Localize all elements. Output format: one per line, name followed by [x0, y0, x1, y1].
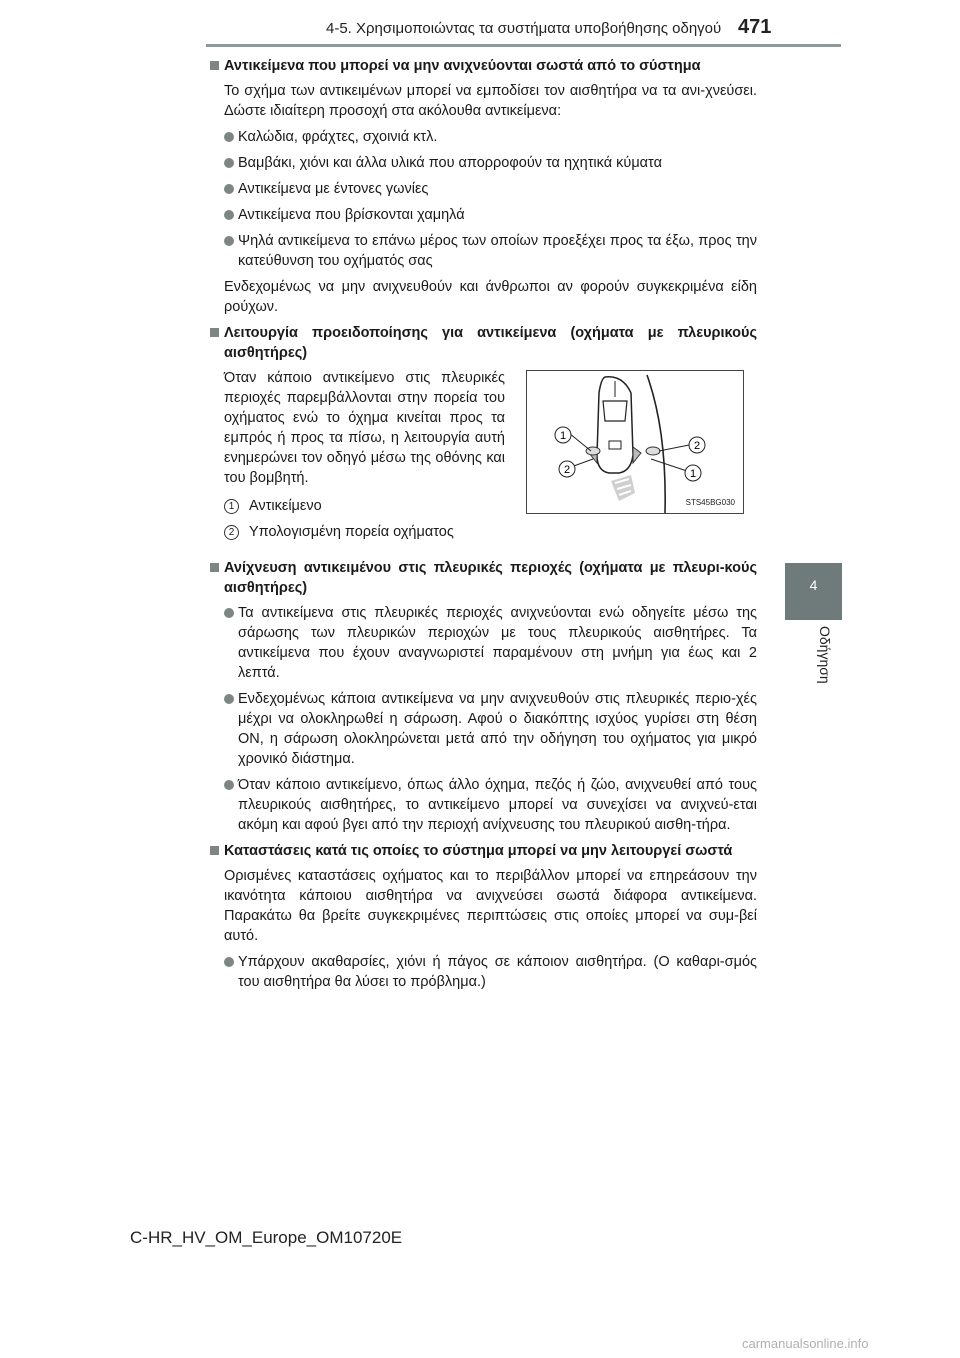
square-bullet-icon	[210, 328, 219, 337]
object-marker	[646, 447, 660, 455]
paragraph: Το σχήμα των αντικειμένων μπορεί να εμποδίσει τον αισθητήρα να τα ανι-χνεύσει. Δώστε ιδιαίτερη προσοχή στα ακόλουθα αντικείμενα:	[224, 83, 757, 119]
bullet-dot-icon	[224, 184, 234, 194]
section-heading	[210, 323, 757, 363]
list-item-text: Ψηλά αντικείμενα το επάνω μέρος των οποίων προεξέχει προς τα έξω, προς την κατεύθυνση του οχήματός σας	[238, 233, 757, 269]
heading-text: Αντικείμενα που μπορεί να μην ανιχνεύονται σωστά από το σύστημα	[224, 58, 701, 74]
list-item	[224, 127, 757, 147]
legend-item	[224, 496, 505, 516]
footer-doc-code: C-HR_HV_OM_Europe_OM10720E	[130, 1228, 403, 1247]
bullet-dot-icon	[224, 957, 234, 967]
list-item-text: Όταν κάποιο αντικείμενο, όπως άλλο όχημα, πεζός ή ζώο, ανιχνευθεί από τους πλευρικούς αισθητήρες, το αντικείμενο μπορεί να συνεχίσει να ανιχνεύ-εται ακόμη και αφού βγει από την περιοχή ανίχνευσης του πλευρικού αισθη-τήρα.	[238, 777, 757, 833]
bullet-dot-icon	[224, 210, 234, 220]
side-tab-label: Οδήγηση	[817, 626, 833, 684]
watermark: carmanualsonline.info	[742, 1336, 869, 1351]
leader-line	[651, 459, 687, 471]
bullet-dot-icon	[224, 694, 234, 704]
paragraph-text: Όταν κάποιο αντικείμενο στις πλευρικές περιοχές παρεμβάλλονται στην πορεία του οχήματος ενώ το όχημα κινείται προς τα εμπρός ή προς τα πίσω, η λειτουργία αυτή ενημερώνει τον οδηγό μέσω της οθόνης και του βομβητή.	[224, 370, 505, 486]
section-heading	[210, 558, 757, 598]
paragraph: Ορισμένες καταστάσεις οχήματος και το περιβάλλον μπορεί να επηρεάσουν την ικανότητα κάποιου αισθητήρα να ανιχνεύσει σωστά διάφορα αντικείμενα. Παρακάτω θα βρείτε συγκεκριμένες περιπτώσεις στις οποίες μπορεί να συμ-βεί αυτό.	[224, 868, 757, 944]
heading-text: Ανίχνευση αντικειμένου στις πλευρικές περιοχές (οχήματα με πλευρι-κούς αισθητήρες)	[224, 560, 757, 596]
square-bullet-icon	[210, 563, 219, 572]
list-item-text: Βαμβάκι, χιόνι και άλλα υλικά που απορροφούν τα ηχητικά κύματα	[238, 155, 662, 171]
side-sensor-right	[633, 447, 641, 463]
bullet-dot-icon	[224, 158, 234, 168]
paragraph	[224, 368, 505, 542]
callout-number: 1	[559, 430, 567, 442]
legend-item	[224, 522, 505, 542]
bullet-dot-icon	[224, 780, 234, 790]
list-item	[224, 153, 757, 173]
list-item	[224, 689, 757, 769]
callout-number: 1	[689, 468, 697, 480]
square-bullet-icon	[210, 846, 219, 855]
vehicle-diagram-svg	[527, 371, 743, 513]
side-tab-number: 4	[809, 577, 818, 593]
bullet-dot-icon	[224, 608, 234, 618]
callout-circle: 1	[224, 499, 239, 514]
warning-section	[210, 368, 757, 558]
section-heading	[210, 841, 757, 861]
paragraph: Ενδεχομένως να μην ανιχνευθούν και άνθρωποι αν φορούν συγκεκριμένα είδη ρούχων.	[224, 279, 757, 315]
bullet-dot-icon	[224, 132, 234, 142]
heading-text: Καταστάσεις κατά τις οποίες το σύστημα μπορεί να μην λειτουργεί σωστά	[224, 843, 733, 859]
callout-circle: 2	[224, 525, 239, 540]
list-item-text: Αντικείμενα που βρίσκονται χαμηλά	[238, 207, 465, 223]
square-bullet-icon	[210, 61, 219, 70]
list-item-text: Αντικείμενα με έντονες γωνίες	[238, 181, 429, 197]
callout-number: 2	[693, 440, 701, 452]
list-item-text: Τα αντικείμενα στις πλευρικές περιοχές ανιχνεύονται ενώ οδηγείτε μέσω της σάρωσης των πλευρικών περιοχών με τους πλευρικούς αισθητήρες. Τα αντικείμενα που έχουν αναγνωριστεί παραμένουν στη μνήμη για έως και 2 λεπτά.	[238, 605, 757, 681]
heading-text: Λειτουργία προειδοποίησης για αντικείμενα (οχήματα με πλευρικούς αισθητήρες)	[224, 325, 757, 361]
header-title: 4-5. Χρησιμοποιώντας τα συστήματα υποβοήθησης οδηγού	[326, 20, 722, 37]
vehicle-diagram	[526, 370, 744, 514]
header-rule	[206, 44, 841, 47]
bullet-dot-icon	[224, 236, 234, 246]
list-item	[224, 179, 757, 199]
section-heading	[210, 56, 757, 76]
figure-code: STS45BG030	[685, 498, 735, 507]
legend-text: Αντικείμενο	[249, 498, 322, 514]
list-item	[224, 775, 757, 835]
list-item-text: Υπάρχουν ακαθαρσίες, χιόνι ή πάγος σε κάποιον αισθητήρα. (Ο καθαρι-σμός του αισθητήρα θα λύσει το πρόβλημα.)	[238, 954, 757, 990]
list-item-text: Καλώδια, φράχτες, σχοινιά κτλ.	[238, 129, 438, 145]
list-item	[224, 205, 757, 225]
page-content	[210, 56, 757, 998]
page-number: 471	[738, 16, 772, 38]
legend-text: Υπολογισμένη πορεία οχήματος	[249, 524, 454, 540]
list-item-text: Ενδεχομένως κάποια αντικείμενα να μην ανιχνευθούν στις πλευρικές περιο-χές μέχρι να ολοκληρωθεί η σάρωση. Αφού ο διακόπτης ισχύος γυρίσει στη θέση ON, η σάρωση ολοκληρώνεται μετά από την οδήγηση του οχήματος για μικρό χρονικό διάστημα.	[238, 691, 757, 767]
list-item	[224, 603, 757, 683]
list-item	[224, 231, 757, 271]
callout-number: 2	[563, 464, 571, 476]
leader-line	[569, 433, 591, 451]
path-line	[647, 375, 665, 513]
list-item	[224, 952, 757, 992]
